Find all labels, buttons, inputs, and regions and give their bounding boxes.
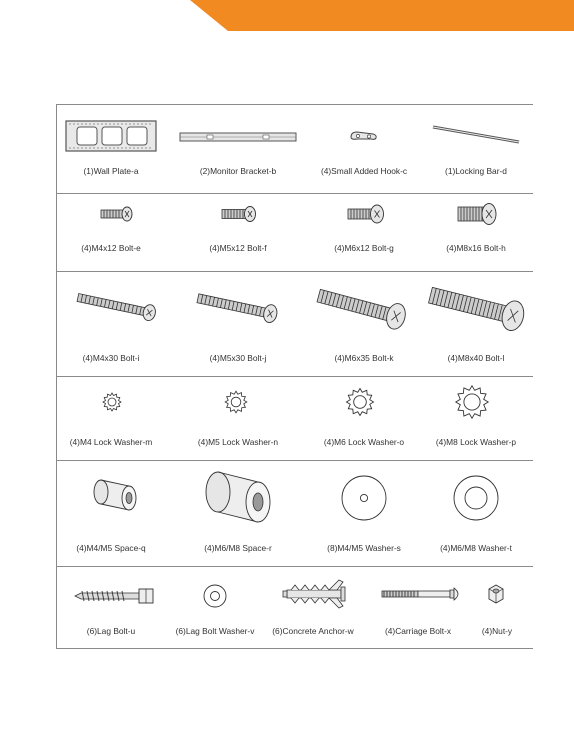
header-orange-tab [190, 0, 574, 31]
long-bolt-icon [75, 293, 161, 319]
washer-icon [452, 474, 500, 522]
lock-washer-icon [102, 392, 122, 412]
short-bolt-icon [220, 206, 258, 222]
nut-icon [487, 584, 505, 604]
spacer-icon [202, 468, 276, 526]
washer-icon [202, 583, 228, 609]
part-label: (4)M5 Lock Washer-n [197, 437, 279, 447]
part-label: (6)Lag Bolt Washer-v [175, 626, 255, 636]
part-label: (4)Nut-y [481, 626, 513, 636]
part-label: (8)M4/M5 Washer-s [327, 543, 401, 553]
lag-bolt-icon [73, 586, 157, 606]
washer-icon [340, 474, 388, 522]
part-label: (4)M6 Lock Washer-o [323, 437, 405, 447]
part-label: (4)M4 Lock Washer-m [69, 437, 153, 447]
lock-washer-icon [454, 384, 490, 420]
long-bolt-icon [427, 285, 529, 329]
part-label: (4)M6/M8 Space-r [204, 543, 272, 553]
lock-washer-icon [224, 390, 248, 414]
part-label: (4)M6x35 Bolt-k [334, 353, 394, 363]
part-label: (6)Lag Bolt-u [86, 626, 136, 636]
hook-icon [349, 130, 379, 142]
part-label: (4)M5x30 Bolt-j [209, 353, 267, 363]
long-bolt-icon [315, 289, 411, 327]
parts-row [57, 376, 533, 461]
short-bolt-icon [346, 204, 386, 224]
part-label: (4)Carriage Bolt-x [384, 626, 452, 636]
spacer-icon [91, 476, 141, 516]
part-label: (6)Concrete Anchor-w [272, 626, 354, 636]
wall-plate-icon [65, 120, 157, 152]
parts-row [57, 460, 533, 567]
part-label: (4)M6/M8 Washer-t [440, 543, 512, 553]
part-label: (1)Wall Plate-a [83, 166, 139, 176]
concrete-anchor-icon [281, 576, 363, 610]
parts-grid [56, 104, 533, 649]
carriage-bolt-icon [380, 586, 464, 602]
part-label: (1)Locking Bar-d [445, 166, 507, 176]
parts-row [57, 193, 533, 272]
short-bolt-icon [99, 206, 135, 222]
part-label: (4)M8x16 Bolt-h [446, 243, 506, 253]
part-label: (4)M8x40 Bolt-l [447, 353, 505, 363]
parts-row [57, 105, 533, 194]
locking-bar-icon [431, 125, 521, 145]
parts-row [57, 271, 533, 377]
part-label: (4)M6x12 Bolt-g [334, 243, 394, 253]
part-label: (4)M4x12 Bolt-e [81, 243, 141, 253]
lock-washer-icon [345, 387, 375, 417]
part-label: (2)Monitor Bracket-b [199, 166, 277, 176]
part-label: (4)M8 Lock Washer-p [435, 437, 517, 447]
short-bolt-icon [456, 202, 498, 226]
monitor-bracket-icon [179, 130, 297, 144]
part-label: (4)M4x30 Bolt-i [82, 353, 140, 363]
part-label: (4)M5x12 Bolt-f [209, 243, 267, 253]
part-label: (4)M4/M5 Space-q [76, 543, 146, 553]
long-bolt-icon [195, 293, 283, 321]
parts-row [57, 566, 533, 648]
part-label: (4)Small Added Hook-c [320, 166, 408, 176]
